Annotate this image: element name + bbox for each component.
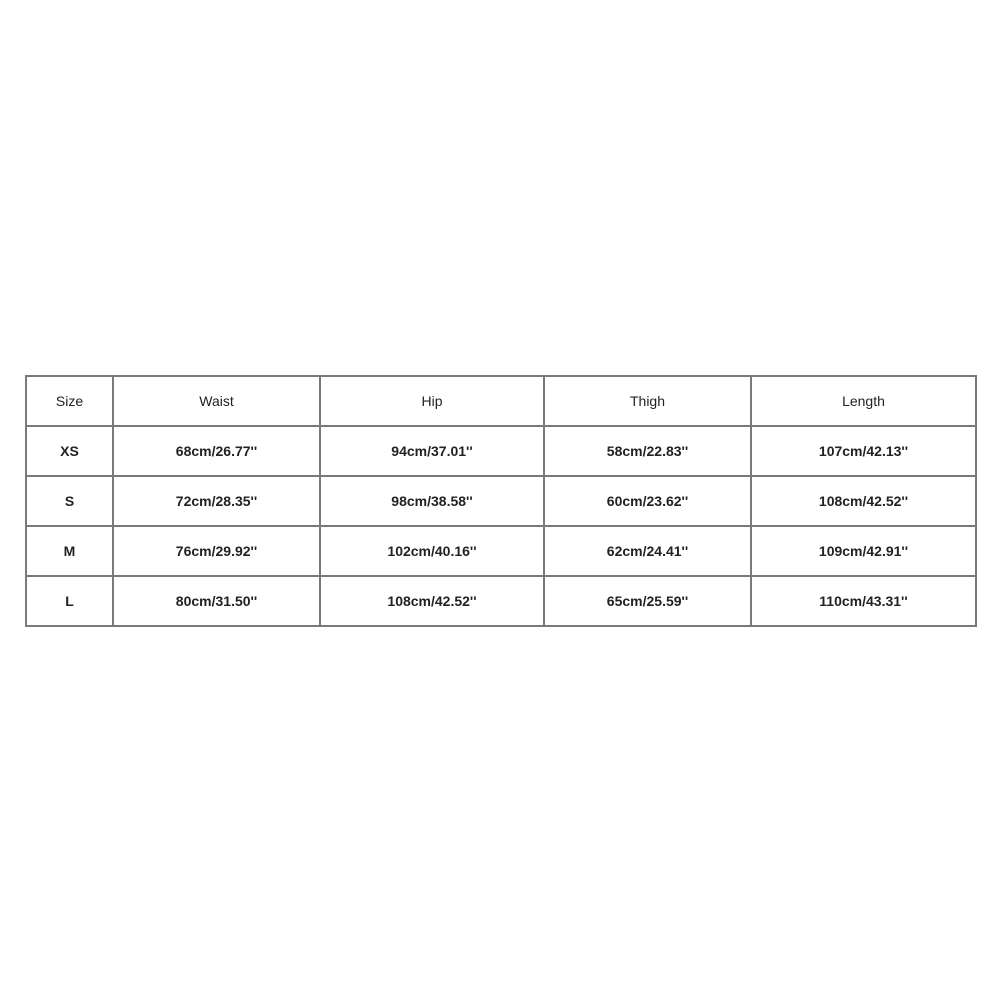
header-thigh: Thigh (544, 376, 751, 426)
cell-thigh: 58cm/22.83'' (544, 426, 751, 476)
cell-waist: 76cm/29.92'' (113, 526, 320, 576)
cell-thigh: 65cm/25.59'' (544, 576, 751, 626)
cell-waist: 68cm/26.77'' (113, 426, 320, 476)
cell-length: 108cm/42.52'' (751, 476, 976, 526)
cell-size: XS (26, 426, 113, 476)
cell-hip: 102cm/40.16'' (320, 526, 544, 576)
cell-size: M (26, 526, 113, 576)
cell-length: 109cm/42.91'' (751, 526, 976, 576)
header-length: Length (751, 376, 976, 426)
cell-thigh: 60cm/23.62'' (544, 476, 751, 526)
cell-size: L (26, 576, 113, 626)
cell-length: 107cm/42.13'' (751, 426, 976, 476)
header-hip: Hip (320, 376, 544, 426)
header-size: Size (26, 376, 113, 426)
table-header-row (26, 376, 976, 426)
cell-length: 110cm/43.31'' (751, 576, 976, 626)
table-row (26, 526, 976, 576)
cell-hip: 98cm/38.58'' (320, 476, 544, 526)
cell-waist: 72cm/28.35'' (113, 476, 320, 526)
table-row (26, 576, 976, 626)
cell-hip: 94cm/37.01'' (320, 426, 544, 476)
size-chart-table (25, 375, 977, 627)
cell-hip: 108cm/42.52'' (320, 576, 544, 626)
header-waist: Waist (113, 376, 320, 426)
cell-thigh: 62cm/24.41'' (544, 526, 751, 576)
cell-size: S (26, 476, 113, 526)
table-row (26, 476, 976, 526)
cell-waist: 80cm/31.50'' (113, 576, 320, 626)
table-row (26, 426, 976, 476)
